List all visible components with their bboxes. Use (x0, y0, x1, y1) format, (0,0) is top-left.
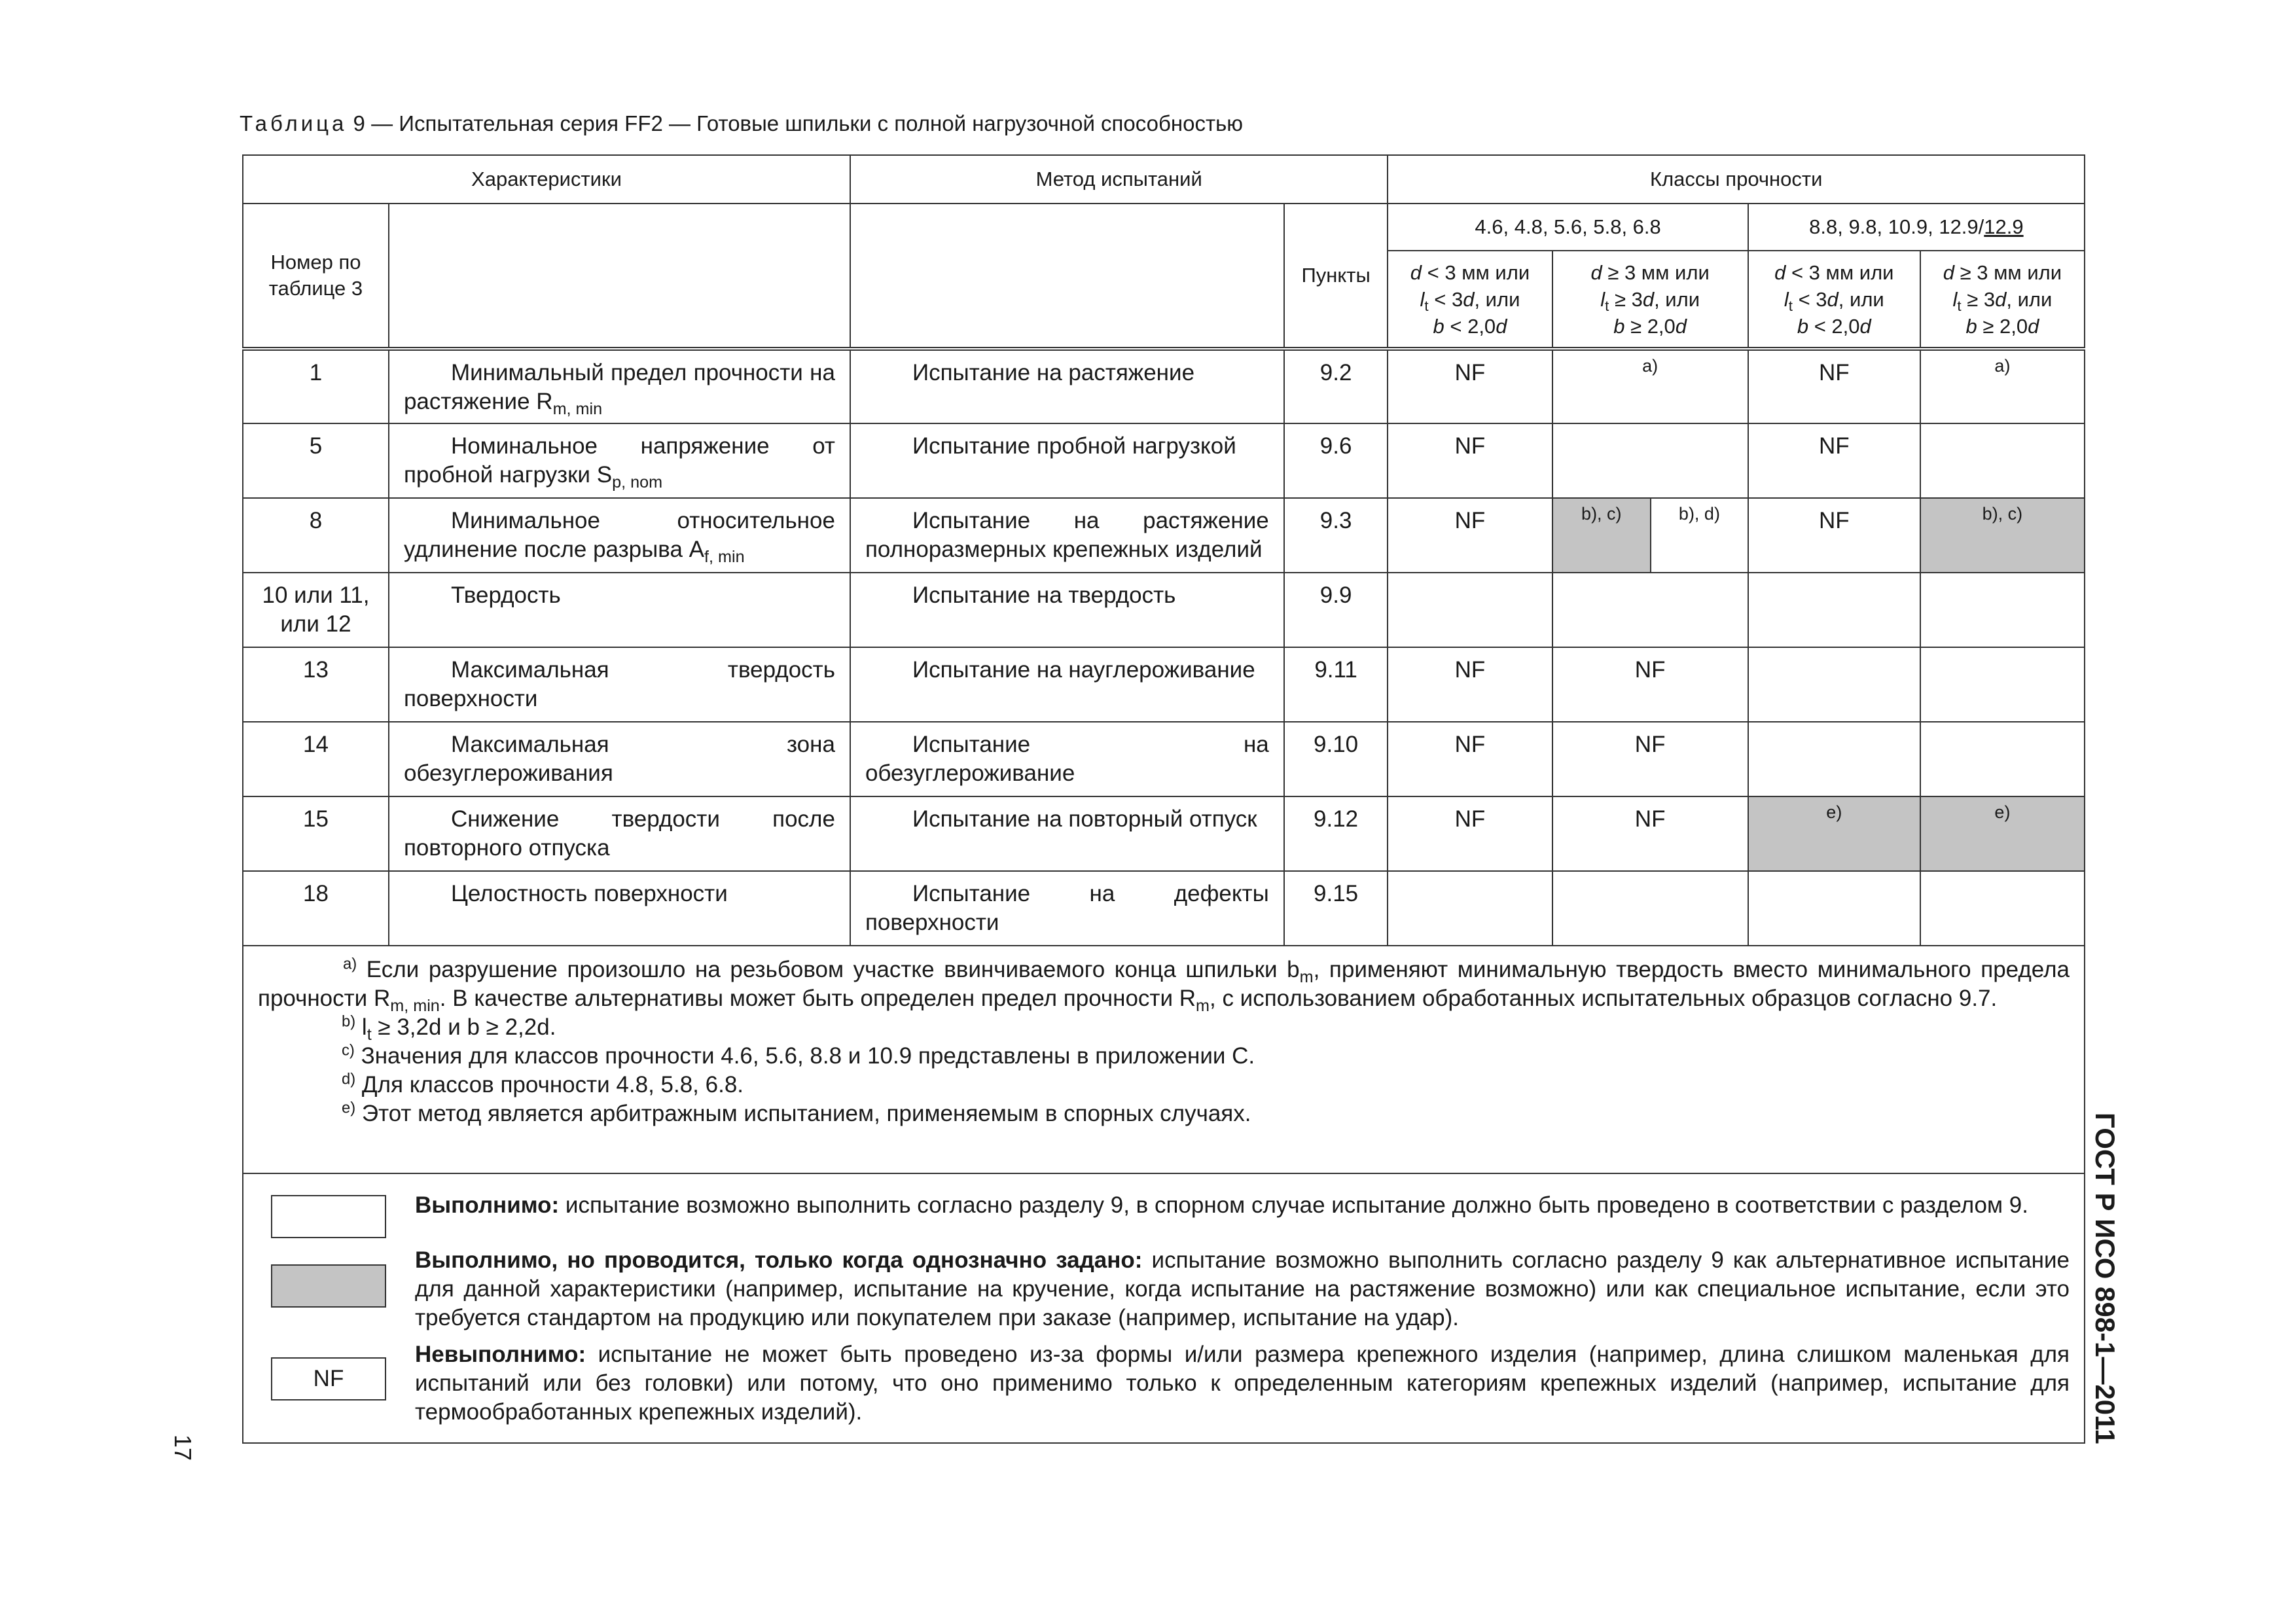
page-number: 17 (170, 1435, 196, 1461)
cell-g1-large-a: b), c) (1552, 498, 1651, 573)
footnote-a-text1: Если разрушение произошло на резьбовом участке ввинчиваемого конца шпильки b (366, 957, 1300, 982)
footnote-c-text: Значения для классов прочности 4.6, 5.6, 8.8 и 10.9 представлены в приложении С. (361, 1043, 1255, 1069)
cell-g2-large: e) (1920, 796, 2085, 871)
row-characteristic (389, 573, 850, 647)
footnote-a-text2: , применяют минимальную твердость вместо минимального предела прочности R (258, 957, 2070, 1011)
cell-g1-large (1552, 573, 1748, 647)
row-number: 5 (243, 423, 389, 498)
footnote-a-mark: a) (343, 955, 357, 973)
cell-g1-small (1388, 871, 1552, 946)
row-method: Испытание на растяжение полноразмерных крепежных изделий (850, 498, 1284, 573)
row-clause: 9.15 (1284, 871, 1388, 946)
char-text: Номинальное напряжение от пробной нагрузки S (403, 433, 835, 488)
cell-g2-large: a) (1920, 349, 2085, 423)
char-text: Максимальная зона обезуглероживания (403, 732, 835, 786)
row-number: 18 (243, 871, 389, 946)
header-group-2-text: 8.8, 9.8, 10.9, 12.9/ (1809, 215, 1984, 238)
row-clause: 9.9 (1284, 573, 1388, 647)
standard-designation: ГОСТ Р ИСО 898-1—2011 (2090, 1113, 2121, 1444)
header-characteristics: Характеристики (243, 155, 850, 204)
legend-feasible-text (415, 1191, 2070, 1220)
row-number: 10 или 11, или 12 (243, 573, 389, 647)
header-blank-char (389, 204, 850, 349)
char-text: Минимальный предел прочности на растяжение R (403, 360, 835, 414)
footnote-b (258, 1013, 2070, 1042)
row-clause: 9.10 (1284, 722, 1388, 796)
legend-gray-box (271, 1264, 386, 1308)
row-clause: 9.11 (1284, 647, 1388, 722)
char-text: Целостность поверхности (450, 881, 728, 906)
header-clauses: Пункты (1284, 204, 1388, 349)
row-clause: 9.3 (1284, 498, 1388, 573)
header-g2-small: d < 3 мм или $l_t < 3d$, или b < 2,0d (1748, 251, 1920, 349)
char-subscript: p, nom (612, 473, 663, 491)
legend-feasible-body: испытание возможно выполнить согласно разделу 9, в спорном случае испытание должно быть проведено в соответствии с разделом 9. (559, 1192, 2028, 1218)
footnote-d-mark: d) (342, 1070, 356, 1088)
legend (243, 1173, 2085, 1443)
cell-g1-small: NF (1388, 796, 1552, 871)
footnote-d (258, 1071, 2070, 1099)
legend-specified-text (415, 1246, 2070, 1332)
row-number: 8 (243, 498, 389, 573)
row-method: Испытание пробной нагрузкой (850, 423, 1284, 498)
footnote-e-text: Этот метод является арбитражным испытанием, применяемым в спорных случаях. (361, 1101, 1251, 1126)
footnote-c-mark: c) (342, 1041, 355, 1060)
char-text: Твердость (450, 582, 561, 608)
row-characteristic (389, 349, 850, 423)
legend-specified (243, 1246, 2070, 1332)
cell-g2-large (1920, 871, 2085, 946)
row-characteristic (389, 423, 850, 498)
footnote-b-sub: t (367, 1026, 372, 1044)
footnote-a-text4: , с использованием обработанных испытательных образцов согласно 9.7. (1210, 986, 1998, 1011)
header-group-1: 4.6, 4.8, 5.6, 5.8, 6.8 (1388, 204, 1748, 251)
row-clause: 9.2 (1284, 349, 1388, 423)
footnotes (243, 946, 2085, 1173)
cell-g2-small: e) (1748, 796, 1920, 871)
footnote-a-sub2: m, min (390, 997, 440, 1015)
header-row-number: Номер по таблице 3 (243, 204, 389, 349)
header-method: Метод испытаний (850, 155, 1388, 204)
cell-g2-small (1748, 647, 1920, 722)
cell-g2-small: NF (1748, 423, 1920, 498)
char-subscript: m, min (552, 400, 603, 418)
cell-g1-small (1388, 573, 1552, 647)
header-group-2 (1748, 204, 2085, 251)
char-text: Максимальная твердость поверхности (403, 657, 835, 711)
row-characteristic (389, 647, 850, 722)
header-g2-large: d ≥ 3 мм или $l_t \ge 3d$, или b ≥ 2,0d (1920, 251, 2085, 349)
legend-nf-box: NF (271, 1357, 386, 1400)
cell-g1-large: NF (1552, 796, 1748, 871)
char-text: Снижение твердости после повторного отпуска (403, 806, 835, 861)
footnote-a-text3: . В качестве альтернативы может быть определен предел прочности R (439, 986, 1196, 1011)
cell-g1-small: NF (1388, 498, 1552, 573)
cell-g2-small (1748, 722, 1920, 796)
legend-specified-title: Выполнимо, но проводится, только когда однозначно задано: (415, 1247, 1143, 1273)
row-characteristic (389, 871, 850, 946)
cell-g1-large (1552, 423, 1748, 498)
header-g1-large: d ≥ 3 мм или $l_t \ge 3d$, или b ≥ 2,0d (1552, 251, 1748, 349)
row-method: Испытание на растяжение (850, 349, 1284, 423)
row-method: Испытание на повторный отпуск (850, 796, 1284, 871)
cell-g1-large (1552, 871, 1748, 946)
footnote-e-mark: e) (342, 1099, 356, 1117)
row-number: 15 (243, 796, 389, 871)
row-method: Испытание на науглероживание (850, 647, 1284, 722)
header-blank-method (850, 204, 1284, 349)
row-number: 1 (243, 349, 389, 423)
legend-nf-title: Невыполнимо: (415, 1342, 586, 1367)
row-clause: 9.12 (1284, 796, 1388, 871)
legend-white-box (271, 1195, 386, 1238)
footnote-b-text1: l (361, 1014, 367, 1040)
legend-feasible-title: Выполнимо: (415, 1192, 560, 1218)
cell-g1-large: a) (1552, 349, 1748, 423)
test-series-table (242, 154, 2085, 1444)
cell-g2-large (1920, 647, 2085, 722)
cell-g1-large-b: b), d) (1651, 498, 1748, 573)
cell-g1-large: NF (1552, 647, 1748, 722)
row-characteristic (389, 722, 850, 796)
footnote-b-text2: ≥ 3,2d и b ≥ 2,2d. (371, 1014, 556, 1040)
legend-specified-body: испытание возможно выполнить согласно разделу 9 как альтернативное испытание для данной характеристики (например, испытание на кручение, когда испытание на растяжение возможно) или как специальное испытание, если это требуется стандартом на продукцию или покупателем при заказе (например, испытание на удар). (415, 1247, 2070, 1330)
caption-prefix: Таблица (240, 111, 348, 135)
footnote-a-sub1: m (1299, 968, 1314, 986)
cell-g2-large (1920, 573, 2085, 647)
row-method: Испытание на дефекты поверхности (850, 871, 1284, 946)
cell-g2-large (1920, 423, 2085, 498)
cell-g2-small (1748, 871, 1920, 946)
legend-nf-body: испытание не может быть проведено из-за формы и/или размера крепежного изделия (например, длина слишком маленькая для испытаний или без головки) или потому, что оно применимо только к определенным категориям крепежных изделий (например, испытание для термообработанных крепежных изделий). (415, 1342, 2070, 1425)
footnote-a-sub3: m (1196, 997, 1210, 1015)
cell-g2-small: NF (1748, 349, 1920, 423)
row-method: Испытание на обезуглероживание (850, 722, 1284, 796)
footnote-c (258, 1042, 2070, 1071)
header-classes: Классы прочности (1388, 155, 2085, 204)
legend-feasible (243, 1191, 2070, 1238)
cell-g2-small (1748, 573, 1920, 647)
header-g1-small: d < 3 мм или $l_t < 3d$, или b < 2,0d (1388, 251, 1552, 349)
footnote-a (258, 955, 2070, 1013)
cell-g1-small: NF (1388, 647, 1552, 722)
row-clause: 9.6 (1284, 423, 1388, 498)
footnote-b-mark: b) (342, 1012, 356, 1031)
char-subscript: f, min (704, 548, 745, 566)
row-characteristic (389, 498, 850, 573)
cell-g1-small: NF (1388, 423, 1552, 498)
cell-g1-small: NF (1388, 722, 1552, 796)
cell-g1-small: NF (1388, 349, 1552, 423)
row-characteristic (389, 796, 850, 871)
caption-text: 9 — Испытательная серия FF2 — Готовые шпильки с полной нагрузочной способностью (347, 111, 1244, 135)
footnote-e (258, 1099, 2070, 1128)
cell-g2-large (1920, 722, 2085, 796)
header-group-2-underlined: 12.9 (1984, 215, 2024, 238)
row-number: 14 (243, 722, 389, 796)
cell-g2-small: NF (1748, 498, 1920, 573)
char-text: Минимальное относительное удлинение после разрыва A (403, 508, 835, 562)
footnote-d-text: Для классов прочности 4.8, 5.8, 6.8. (361, 1072, 744, 1097)
row-number: 13 (243, 647, 389, 722)
row-method: Испытание на твердость (850, 573, 1284, 647)
cell-g1-large: NF (1552, 722, 1748, 796)
cell-g2-large: b), c) (1920, 498, 2085, 573)
table-caption (240, 111, 1243, 136)
legend-nf (243, 1340, 2070, 1427)
legend-nf-text (415, 1340, 2070, 1427)
